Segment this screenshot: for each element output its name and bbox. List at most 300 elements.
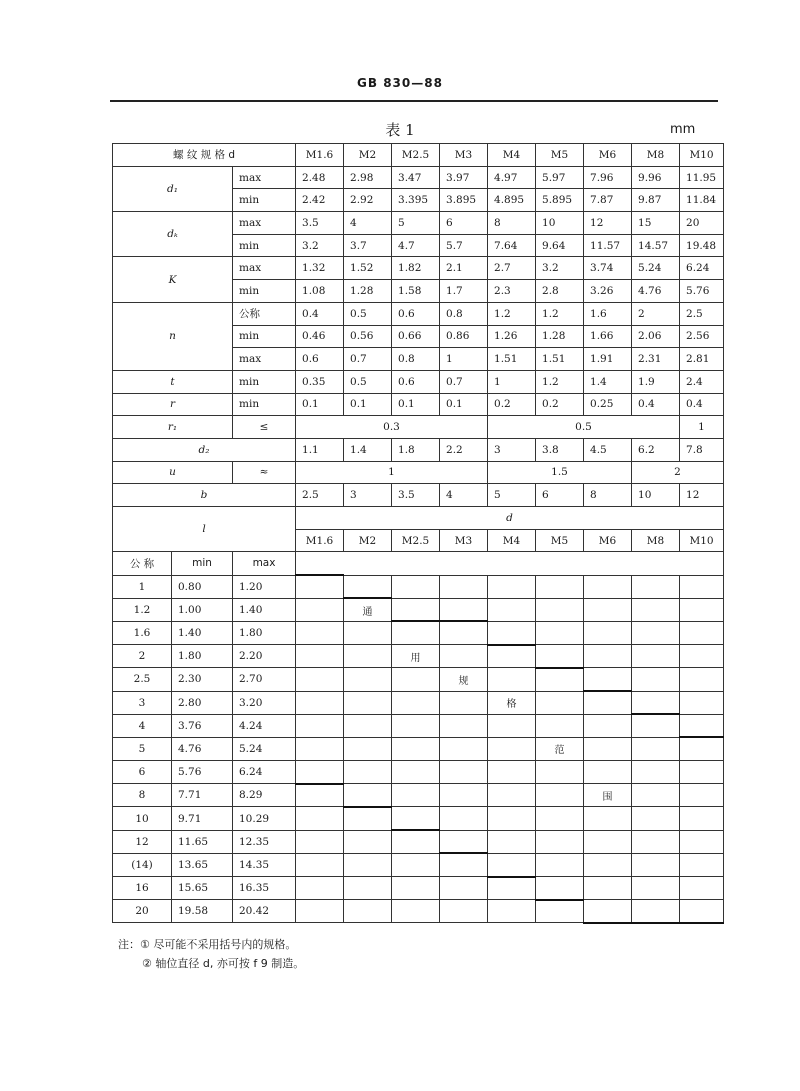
length-min: 7.71 xyxy=(172,784,233,807)
value-cell: 1 xyxy=(440,348,488,371)
range-cell xyxy=(440,575,488,598)
range-label: 规 xyxy=(440,668,488,691)
size-cell: M6 xyxy=(584,144,632,167)
value-cell: 1.4 xyxy=(344,438,392,461)
length-min: 2.30 xyxy=(172,668,233,691)
range-cell xyxy=(296,830,344,853)
value-cell: 9.64 xyxy=(536,234,584,257)
value-cell: 4.5 xyxy=(584,438,632,461)
range-cell xyxy=(584,761,632,784)
value-cell: 2.92 xyxy=(344,189,392,212)
value-cell: 0.2 xyxy=(536,393,584,416)
size-cell: M2.5 xyxy=(392,529,440,552)
range-cell xyxy=(344,737,392,760)
length-nominal: 1.6 xyxy=(113,621,172,644)
range-cell xyxy=(536,668,584,691)
range-cell xyxy=(632,877,680,900)
length-max: 1.40 xyxy=(233,598,296,621)
value-cell: 0.3 xyxy=(296,416,488,439)
range-cell xyxy=(440,784,488,807)
size-cell: M10 xyxy=(680,529,724,552)
value-cell: 1.66 xyxy=(584,325,632,348)
value-cell: 4.76 xyxy=(632,280,680,303)
value-cell: 0.5 xyxy=(488,416,680,439)
range-cell xyxy=(680,668,724,691)
d1-max-row xyxy=(113,166,724,189)
value-cell: 6.24 xyxy=(680,257,724,280)
length-nominal: 2.5 xyxy=(113,668,172,691)
range-cell xyxy=(536,830,584,853)
range-cell xyxy=(296,621,344,644)
value-cell: 1 xyxy=(680,416,724,439)
value-cell: 3.395 xyxy=(392,189,440,212)
value-cell: 2.5 xyxy=(296,484,344,507)
range-cell xyxy=(296,853,344,876)
value-cell: 3 xyxy=(344,484,392,507)
r1-row xyxy=(113,416,724,439)
length-row xyxy=(113,807,724,830)
range-cell xyxy=(344,807,392,830)
n-label: n xyxy=(113,302,233,370)
value-cell: 2.48 xyxy=(296,166,344,189)
size-header-row xyxy=(113,144,724,167)
range-cell xyxy=(488,645,536,668)
range-cell xyxy=(344,900,392,923)
range-cell xyxy=(584,575,632,598)
range-cell xyxy=(632,621,680,644)
range-cell xyxy=(632,807,680,830)
range-label: 范 xyxy=(536,737,584,760)
n-nominal-row xyxy=(113,302,724,325)
limit-label: max xyxy=(233,212,296,235)
length-row xyxy=(113,784,724,807)
range-cell xyxy=(440,714,488,737)
length-row xyxy=(113,598,724,621)
value-cell: 0.8 xyxy=(440,302,488,325)
range-cell xyxy=(680,784,724,807)
footnotes xyxy=(118,935,304,973)
range-cell xyxy=(440,761,488,784)
range-cell xyxy=(488,598,536,621)
value-cell: 5.24 xyxy=(632,257,680,280)
value-cell: 1.26 xyxy=(488,325,536,348)
value-cell: 6 xyxy=(440,212,488,235)
range-cell xyxy=(488,575,536,598)
value-cell: 10 xyxy=(632,484,680,507)
range-cell xyxy=(296,784,344,807)
value-cell: 20 xyxy=(680,212,724,235)
size-cell: M4 xyxy=(488,144,536,167)
length-min: 13.65 xyxy=(172,853,233,876)
value-cell: 2.5 xyxy=(680,302,724,325)
value-cell: 2.56 xyxy=(680,325,724,348)
dk-label: dₖ xyxy=(113,212,233,257)
value-cell: 6 xyxy=(536,484,584,507)
value-cell: 1.08 xyxy=(296,280,344,303)
value-cell: 2 xyxy=(632,461,724,484)
length-nominal: 3 xyxy=(113,691,172,714)
value-cell: 2.3 xyxy=(488,280,536,303)
range-cell xyxy=(536,691,584,714)
length-max: 12.35 xyxy=(233,830,296,853)
value-cell: 0.4 xyxy=(296,302,344,325)
length-nominal: 6 xyxy=(113,761,172,784)
length-row xyxy=(113,575,724,598)
value-cell: 1.2 xyxy=(488,302,536,325)
limit-label: 公称 xyxy=(233,302,296,325)
range-label: 围 xyxy=(584,784,632,807)
dimension-table xyxy=(112,143,724,924)
value-cell: 11.57 xyxy=(584,234,632,257)
value-cell: 1.2 xyxy=(536,370,584,393)
l-label: l xyxy=(113,507,296,552)
range-cell xyxy=(296,668,344,691)
value-cell: 3.5 xyxy=(392,484,440,507)
range-cell xyxy=(392,691,440,714)
range-cell xyxy=(680,761,724,784)
range-cell xyxy=(584,645,632,668)
length-min: 1.00 xyxy=(172,598,233,621)
value-cell: 2 xyxy=(632,302,680,325)
range-cell xyxy=(392,575,440,598)
value-cell: 2.2 xyxy=(440,438,488,461)
range-cell xyxy=(392,737,440,760)
value-cell: 11.84 xyxy=(680,189,724,212)
value-cell: 0.6 xyxy=(392,302,440,325)
range-cell xyxy=(680,575,724,598)
range-cell xyxy=(296,807,344,830)
range-cell xyxy=(536,784,584,807)
footnote-1: 注：① 尽可能不采用括号内的规格。 xyxy=(118,938,297,951)
value-cell: 2.42 xyxy=(296,189,344,212)
value-cell: 5.97 xyxy=(536,166,584,189)
value-cell: 15 xyxy=(632,212,680,235)
range-cell xyxy=(344,714,392,737)
value-cell: 14.57 xyxy=(632,234,680,257)
limit-label: max xyxy=(233,166,296,189)
limit-label: min xyxy=(233,234,296,257)
range-cell xyxy=(344,691,392,714)
length-row xyxy=(113,761,724,784)
value-cell: 3.8 xyxy=(536,438,584,461)
value-cell: 0.7 xyxy=(344,348,392,371)
k-max-row xyxy=(113,257,724,280)
range-cell xyxy=(680,900,724,923)
l-subheader-row xyxy=(113,552,724,575)
value-cell: 3 xyxy=(488,438,536,461)
range-cell xyxy=(680,830,724,853)
r1-symbol: ≤ xyxy=(233,416,296,439)
length-min: 5.76 xyxy=(172,761,233,784)
size-cell: M5 xyxy=(536,144,584,167)
thread-spec-label: 螺 纹 规 格 d xyxy=(113,144,296,167)
length-max: 14.35 xyxy=(233,853,296,876)
u-label: u xyxy=(113,461,233,484)
value-cell: 0.66 xyxy=(392,325,440,348)
value-cell: 0.46 xyxy=(296,325,344,348)
d-label: d xyxy=(296,507,724,530)
value-cell: 3.97 xyxy=(440,166,488,189)
value-cell: 1.8 xyxy=(392,438,440,461)
length-nominal: 8 xyxy=(113,784,172,807)
range-cell xyxy=(632,575,680,598)
range-cell xyxy=(392,853,440,876)
size-cell: M1.6 xyxy=(296,144,344,167)
value-cell: 0.4 xyxy=(680,393,724,416)
length-max: 16.35 xyxy=(233,877,296,900)
range-cell xyxy=(488,830,536,853)
value-cell: 11.95 xyxy=(680,166,724,189)
limit-label: max xyxy=(233,257,296,280)
length-nominal: 16 xyxy=(113,877,172,900)
value-cell: 1.32 xyxy=(296,257,344,280)
range-cell xyxy=(584,737,632,760)
value-cell: 5.76 xyxy=(680,280,724,303)
length-row xyxy=(113,830,724,853)
range-cell xyxy=(680,691,724,714)
length-max: 8.29 xyxy=(233,784,296,807)
range-cell xyxy=(632,714,680,737)
length-nominal: 4 xyxy=(113,714,172,737)
value-cell: 3.2 xyxy=(296,234,344,257)
range-cell xyxy=(584,853,632,876)
range-cell xyxy=(344,575,392,598)
value-cell: 0.8 xyxy=(392,348,440,371)
length-row xyxy=(113,691,724,714)
range-cell xyxy=(632,691,680,714)
range-cell xyxy=(440,853,488,876)
range-cell xyxy=(392,761,440,784)
range-cell xyxy=(440,645,488,668)
range-label: 通 xyxy=(344,598,392,621)
value-cell: 12 xyxy=(584,212,632,235)
value-cell: 2.98 xyxy=(344,166,392,189)
range-cell xyxy=(344,784,392,807)
range-cell xyxy=(488,807,536,830)
range-cell xyxy=(296,761,344,784)
range-cell xyxy=(632,784,680,807)
range-cell xyxy=(680,598,724,621)
length-min: 15.65 xyxy=(172,877,233,900)
range-cell xyxy=(632,830,680,853)
range-cell xyxy=(344,621,392,644)
range-cell xyxy=(488,714,536,737)
range-cell xyxy=(392,877,440,900)
value-cell: 3.2 xyxy=(536,257,584,280)
range-cell xyxy=(488,900,536,923)
range-cell xyxy=(440,807,488,830)
range-cell xyxy=(392,714,440,737)
range-cell xyxy=(440,621,488,644)
b-label: b xyxy=(113,484,296,507)
value-cell: 1.9 xyxy=(632,370,680,393)
length-max: 2.20 xyxy=(233,645,296,668)
length-max: 4.24 xyxy=(233,714,296,737)
value-cell: 1.4 xyxy=(584,370,632,393)
range-cell xyxy=(392,668,440,691)
range-cell xyxy=(632,900,680,923)
u-row xyxy=(113,461,724,484)
value-cell: 0.5 xyxy=(344,370,392,393)
length-row xyxy=(113,737,724,760)
u-symbol: ≈ xyxy=(233,461,296,484)
range-cell xyxy=(536,645,584,668)
length-row xyxy=(113,900,724,923)
length-max: 20.42 xyxy=(233,900,296,923)
value-cell: 1.1 xyxy=(296,438,344,461)
value-cell: 6.2 xyxy=(632,438,680,461)
range-cell xyxy=(632,645,680,668)
length-rows xyxy=(113,575,724,923)
range-cell xyxy=(392,784,440,807)
value-cell: 4.7 xyxy=(392,234,440,257)
value-cell: 4 xyxy=(344,212,392,235)
value-cell: 7.8 xyxy=(680,438,724,461)
length-nominal: 1 xyxy=(113,575,172,598)
size-cell: M8 xyxy=(632,529,680,552)
value-cell: 19.48 xyxy=(680,234,724,257)
value-cell: 1.6 xyxy=(584,302,632,325)
length-nominal: 1.2 xyxy=(113,598,172,621)
value-cell: 1.82 xyxy=(392,257,440,280)
value-cell: 5 xyxy=(488,484,536,507)
range-label: 用 xyxy=(392,645,440,668)
range-cell xyxy=(440,598,488,621)
value-cell: 0.7 xyxy=(440,370,488,393)
value-cell: 1.2 xyxy=(536,302,584,325)
value-cell: 5.7 xyxy=(440,234,488,257)
size-cell: M5 xyxy=(536,529,584,552)
length-min: 19.58 xyxy=(172,900,233,923)
length-max: 10.29 xyxy=(233,807,296,830)
size-cell: M2 xyxy=(344,144,392,167)
range-cell xyxy=(680,714,724,737)
range-cell xyxy=(536,761,584,784)
value-cell: 7.87 xyxy=(584,189,632,212)
range-cell xyxy=(632,761,680,784)
k-label: K xyxy=(113,257,233,302)
range-cell xyxy=(488,853,536,876)
range-cell xyxy=(296,900,344,923)
length-max: 1.80 xyxy=(233,621,296,644)
range-cell xyxy=(536,877,584,900)
value-cell: 1.52 xyxy=(344,257,392,280)
range-cell xyxy=(536,621,584,644)
range-cell xyxy=(344,877,392,900)
limit-label: min xyxy=(233,393,296,416)
size-cell: M2.5 xyxy=(392,144,440,167)
value-cell: 1 xyxy=(296,461,488,484)
value-cell: 7.96 xyxy=(584,166,632,189)
value-cell: 2.81 xyxy=(680,348,724,371)
value-cell: 0.5 xyxy=(344,302,392,325)
d2-label: d₂ xyxy=(113,438,296,461)
limit-label: min xyxy=(233,325,296,348)
range-cell xyxy=(392,598,440,621)
footnote-2: ② 轴位直径 d, 亦可按 f 9 制造。 xyxy=(142,957,305,970)
length-nominal: 20 xyxy=(113,900,172,923)
length-min: 9.71 xyxy=(172,807,233,830)
dk-max-row xyxy=(113,212,724,235)
length-row xyxy=(113,668,724,691)
range-cell xyxy=(344,645,392,668)
value-cell: 5.895 xyxy=(536,189,584,212)
range-cell xyxy=(632,737,680,760)
value-cell: 3.26 xyxy=(584,280,632,303)
value-cell: 10 xyxy=(536,212,584,235)
length-row xyxy=(113,714,724,737)
range-cell xyxy=(344,830,392,853)
table-title: 表 1 xyxy=(385,121,415,139)
value-cell: 12 xyxy=(680,484,724,507)
range-cell xyxy=(296,877,344,900)
range-cell xyxy=(488,877,536,900)
value-cell: 1.5 xyxy=(488,461,632,484)
range-cell xyxy=(392,807,440,830)
range-cell xyxy=(584,714,632,737)
value-cell: 0.56 xyxy=(344,325,392,348)
length-min: 0.80 xyxy=(172,575,233,598)
range-cell xyxy=(584,598,632,621)
range-cell xyxy=(440,900,488,923)
value-cell: 8 xyxy=(584,484,632,507)
value-cell: 1.28 xyxy=(344,280,392,303)
range-cell xyxy=(392,621,440,644)
value-cell: 2.31 xyxy=(632,348,680,371)
range-cell xyxy=(488,761,536,784)
range-cell xyxy=(440,877,488,900)
length-max: 1.20 xyxy=(233,575,296,598)
range-cell xyxy=(488,621,536,644)
range-cell xyxy=(632,853,680,876)
length-min: 1.80 xyxy=(172,645,233,668)
value-cell: 2.1 xyxy=(440,257,488,280)
length-nominal: 2 xyxy=(113,645,172,668)
length-nominal: 12 xyxy=(113,830,172,853)
range-cell xyxy=(536,714,584,737)
value-cell: 2.06 xyxy=(632,325,680,348)
t-row xyxy=(113,370,724,393)
length-max: 3.20 xyxy=(233,691,296,714)
range-cell xyxy=(296,737,344,760)
value-cell: 1.7 xyxy=(440,280,488,303)
value-cell: 3.47 xyxy=(392,166,440,189)
value-cell: 0.86 xyxy=(440,325,488,348)
range-cell xyxy=(296,598,344,621)
length-row xyxy=(113,621,724,644)
value-cell: 1 xyxy=(488,370,536,393)
r-row xyxy=(113,393,724,416)
range-cell xyxy=(584,691,632,714)
length-max: 2.70 xyxy=(233,668,296,691)
value-cell: 3.5 xyxy=(296,212,344,235)
size-cell: M1.6 xyxy=(296,529,344,552)
size-cell: M6 xyxy=(584,529,632,552)
range-cell xyxy=(632,668,680,691)
range-cell xyxy=(440,830,488,853)
value-cell: 1.51 xyxy=(536,348,584,371)
limit-label: min xyxy=(233,370,296,393)
unit-label: mm xyxy=(670,122,696,137)
value-cell: 0.1 xyxy=(296,393,344,416)
b-row xyxy=(113,484,724,507)
range-cell xyxy=(344,853,392,876)
range-spacer xyxy=(296,552,724,575)
range-cell xyxy=(440,737,488,760)
range-cell xyxy=(536,575,584,598)
length-max: 6.24 xyxy=(233,761,296,784)
size-cell: M3 xyxy=(440,144,488,167)
